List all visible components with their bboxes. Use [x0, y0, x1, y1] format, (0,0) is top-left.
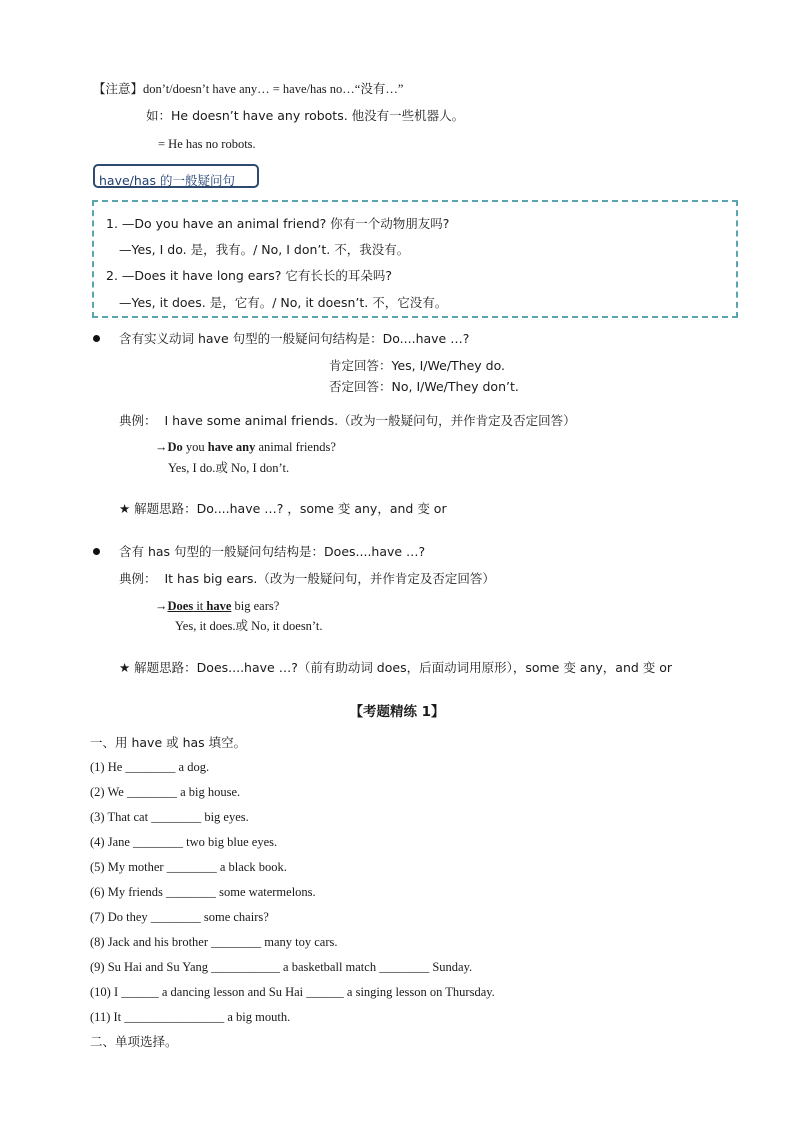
list-item: (5) My mother ________ a black book. [90, 860, 287, 874]
list-item: (4) Jane ________ two big blue eyes. [90, 835, 278, 849]
point2-example-label: 典例： [119, 571, 157, 586]
list-item: (1) He ________ a dog. [90, 760, 210, 774]
point2-example: It has big ears.（改为一般疑问句，并作肯定及否定回答） [164, 571, 495, 586]
note-line [93, 81, 403, 97]
arrow-icon: → [155, 599, 168, 613]
example-q2: 2. —Does it have long ears? 它有长长的耳朵吗? [106, 268, 393, 283]
point1-example-label: 典例： [119, 413, 157, 428]
point1-example: I have some animal friends.（改为一般疑问句，并作肯定及否定回答） [164, 413, 576, 428]
list-item: (6) My friends ________ some watermelons. [90, 885, 316, 899]
part2-title: 二、单项选择。 [90, 1034, 178, 1049]
point1-negate: 否定回答：No, I/We/They don’t. [329, 379, 519, 394]
point1-example-line [119, 413, 576, 428]
practice-heading: 【考题精练 1】 [349, 704, 445, 720]
point1-answer: →Do you have any animal friends? [155, 440, 336, 454]
note-example-2: = He has no robots. [158, 137, 256, 151]
point2-example-line [119, 571, 495, 586]
note-rule: don’t/doesn’t have any… = have/has no…“没有…” [143, 82, 404, 96]
example-a1: —Yes, I do. 是，我有。/ No, I don’t. 不，我没有。 [119, 242, 410, 257]
list-item: (9) Su Hai and Su Yang ___________ a basketball match ________ Sunday. [90, 960, 473, 974]
point2-tip: ★ 解题思路：Does....have …?（前有助动词 does，后面动词用原形），some 变 any，and 变 or [119, 660, 673, 675]
list-item: (7) Do they ________ some chairs? [90, 910, 269, 924]
point2-answer-2: Yes, it does.或 No, it doesn’t. [175, 619, 323, 633]
example-q1: 1. —Do you have an animal friend? 你有一个动物朋友吗? [106, 216, 450, 231]
section-title-box [93, 164, 259, 188]
point2-answer: →Does it have big ears? [155, 599, 280, 613]
point1-affirm: 肯定回答：Yes, I/We/They do. [329, 358, 506, 373]
example-a2: —Yes, it does. 是，它有。/ No, it doesn’t. 不，它没有。 [119, 295, 448, 310]
note-example-1: 如：He doesn’t have any robots. 他没有一些机器人。 [146, 108, 465, 123]
list-item: (11) It ________________ a big mouth. [90, 1010, 291, 1024]
list-item: (3) That cat ________ big eyes. [90, 810, 249, 824]
bullet-icon [93, 335, 100, 342]
section-title: have/has 的一般疑问句 [99, 173, 235, 188]
part1-title: 一、用 have 或 has 填空。 [90, 735, 247, 750]
point1-answer-2: Yes, I do.或 No, I don’t. [168, 461, 290, 475]
point1-text: 含有实义动词 have 句型的一般疑问句结构是：Do....have …? [119, 331, 470, 346]
point1-tip: ★ 解题思路：Do....have …? ，some 变 any，and 变 or [119, 501, 447, 516]
list-item: (10) I ______ a dancing lesson and Su Hai ______ a singing lesson on Thursday. [90, 985, 495, 999]
arrow-icon: → [155, 440, 168, 454]
point2-text: 含有 has 句型的一般疑问句结构是：Does....have …? [119, 544, 426, 559]
list-item: (8) Jack and his brother ________ many toy cars. [90, 935, 338, 949]
note-label: 【注意】 [93, 81, 144, 96]
bullet-icon [93, 548, 100, 555]
list-item: (2) We ________ a big house. [90, 785, 241, 799]
